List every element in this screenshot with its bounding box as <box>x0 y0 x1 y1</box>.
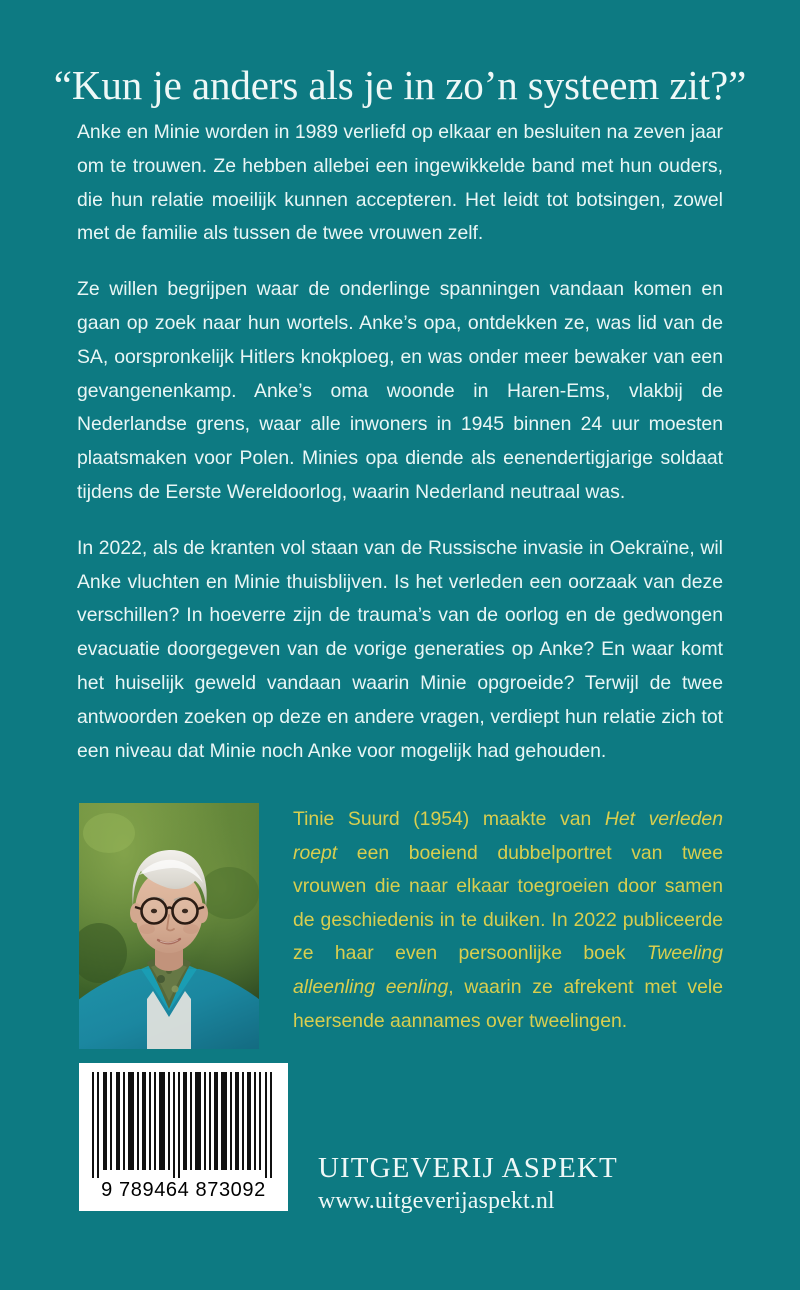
author-portrait-image <box>79 803 259 1049</box>
barcode-digits: 9 789464 873092 <box>101 1179 266 1201</box>
author-photo <box>79 803 259 1049</box>
cover-quote-title: “Kun je anders als je in zo’n systeem zit?” <box>53 62 747 108</box>
book-title-tweeling-alleenling-eenling: Tweeling alleenling eenling <box>293 942 723 998</box>
author-section <box>79 803 723 1051</box>
barcode-bars-icon <box>89 1072 278 1178</box>
blurb-paragraph-2: Ze willen begrijpen waar de onderlinge spanningen vandaan komen en gaan op zoek naar hun wortels. Anke’s opa, ontdekken ze, was lid van de SA, oorspronkelijk Hitlers knokploeg, en was onder meer bewaker van een gevangenenkamp. Anke’s oma woonde in Haren-Ems, vlakbij de Nederlandse grens, waar alle inwoners in 1945 binnen 24 uur moesten plaatsmaken voor Polen. Minies opa diende als eenendertigjarige soldaat tijdens de Eerste Wereldoorlog, waarin Nederland neutraal was. <box>77 278 723 503</box>
author-bio-part-1: Tinie Suurd (1954) maakte van <box>293 808 605 830</box>
blurb-paragraph-3: In 2022, als de kranten vol staan van de Russische invasie in Oekraïne, wil Anke vluchten en Minie thuisblijven. Is het verleden een oorzaak van deze verschillen? In hoeverre zijn de trauma’s van de oorlog en de gedwongen evacuatie doorgegeven van de vorige generaties op Anke? En waar komt het huiselijk geweld vandaan waarin Minie opgroeide? Terwijl de twee antwoorden zoeken op deze en andere vragen, verdiept hun relatie zich tot een niveau dat Minie noch Anke voor mogelijk had gehouden. <box>77 536 723 762</box>
publisher-url[interactable]: www.uitgeverijaspekt.nl <box>318 1188 555 1214</box>
author-bio-part-3: , waarin ze afrekent met vele heersende aannames over tweelingen. <box>293 975 723 1032</box>
blurb-text-block <box>77 116 723 768</box>
author-bio-text <box>293 803 723 1038</box>
author-bio-part-2: een boeiend dubbelportret van twee vrouwen die naar elkaar toegroeien door samen de geschiedenis in te duiken. In 2022 publiceerde ze haar even persoonlijke boek <box>293 841 723 965</box>
blurb-paragraph-1: Anke en Minie worden in 1989 verliefd op elkaar en besluiten na zeven jaar om te trouwen. Ze hebben allebei een ingewikkelde band met hun ouders, die hun relatie moeilijk kunnen accepteren. Het leidt tot botsingen, zowel met de familie als tussen de twee vrouwen zelf. <box>77 121 723 245</box>
book-title-het-verleden-roept: Het verleden roept <box>293 808 723 864</box>
publisher-name: UITGEVERIJ ASPEKT <box>318 1152 618 1184</box>
publisher-block <box>318 1152 618 1216</box>
isbn-barcode <box>79 1063 288 1211</box>
